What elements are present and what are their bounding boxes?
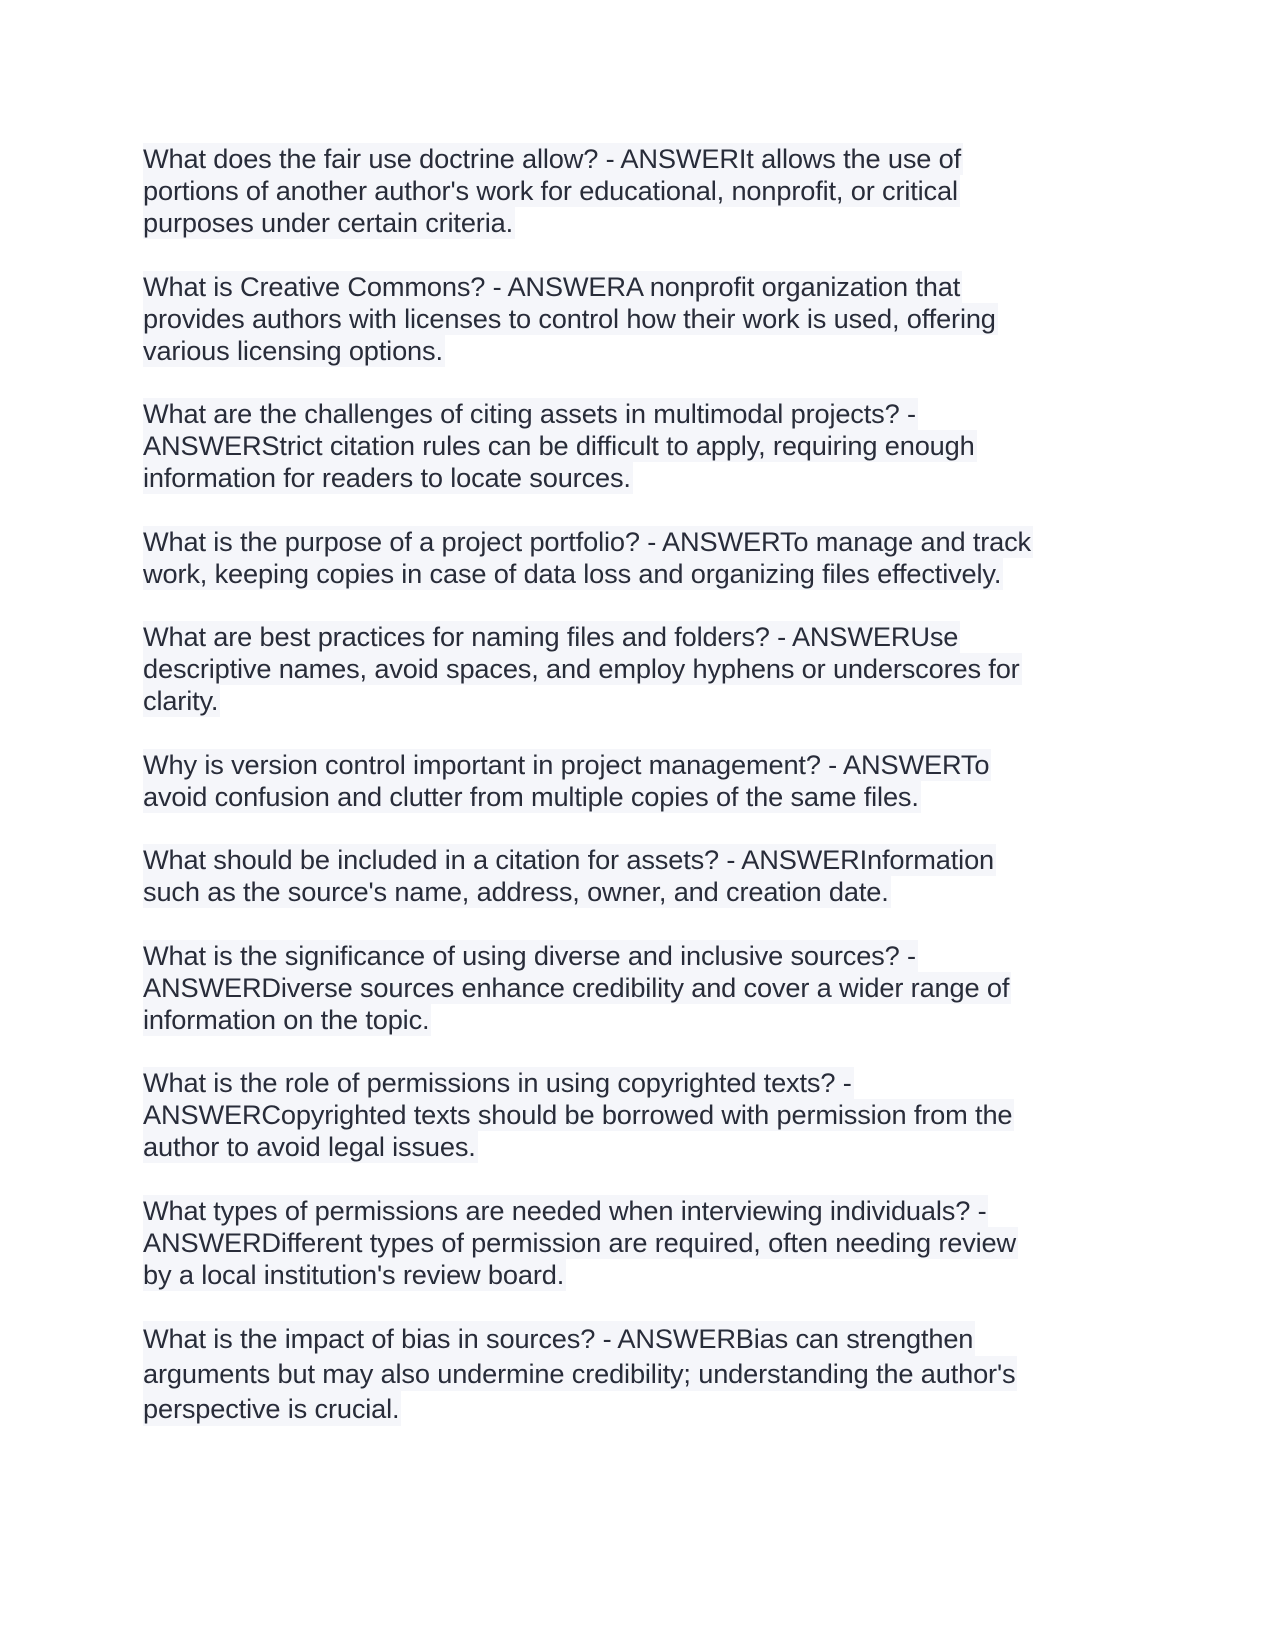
- text-line: What does the fair use doctrine allow? - ANSWERIt allows the use of: [143, 143, 962, 174]
- qa-item-citing-challenges: [143, 398, 977, 494]
- qa-item-version-control: [143, 749, 991, 813]
- qa-item-interview-permissions: [143, 1195, 1018, 1291]
- qa-item-project-portfolio: [143, 526, 1033, 590]
- text-line: What is Creative Commons? - ANSWERA nonprofit organization that: [143, 271, 961, 302]
- text-line: author to avoid legal issues.: [143, 1131, 476, 1162]
- text-line: clarity.: [143, 685, 219, 716]
- text-line: by a local institution's review board.: [143, 1259, 565, 1290]
- qa-item-permissions-copyright: [143, 1067, 1014, 1163]
- text-line: What is the impact of bias in sources? - ANSWERBias can strengthen: [143, 1323, 974, 1354]
- text-line: descriptive names, avoid spaces, and employ hyphens or underscores for: [143, 653, 1020, 684]
- text-line: arguments but may also undermine credibility; understanding the author's: [143, 1358, 1016, 1389]
- text-line: ANSWERStrict citation rules can be difficult to apply, requiring enough: [143, 430, 975, 461]
- qa-item-diverse-sources: [143, 940, 1011, 1036]
- text-line: information for readers to locate sources.: [143, 462, 631, 493]
- text-line: provides authors with licenses to control how their work is used, offering: [143, 303, 996, 334]
- text-line: ANSWERCopyrighted texts should be borrowed with permission from the: [143, 1099, 1013, 1130]
- text-line: What are the challenges of citing assets in multimodal projects? -: [143, 398, 916, 429]
- text-line: What are best practices for naming files and folders? - ANSWERUse: [143, 621, 959, 652]
- text-line: ANSWERDifferent types of permission are required, often needing review: [143, 1227, 1017, 1258]
- text-line: information on the topic.: [143, 1004, 430, 1035]
- qa-item-naming-files: [143, 621, 1022, 717]
- text-line: What is the role of permissions in using copyrighted texts? -: [143, 1067, 852, 1098]
- qa-item-source-bias: [143, 1321, 1017, 1426]
- text-line: various licensing options.: [143, 335, 443, 366]
- text-line: such as the source's name, address, owner, and creation date.: [143, 876, 889, 907]
- text-line: work, keeping copies in case of data loss and organizing files effectively.: [143, 558, 1002, 589]
- text-line: What is the significance of using diverse and inclusive sources? -: [143, 940, 916, 971]
- qa-item-creative-commons: [143, 271, 998, 367]
- text-line: avoid confusion and clutter from multiple copies of the same files.: [143, 781, 919, 812]
- text-line: perspective is crucial.: [143, 1393, 400, 1424]
- qa-item-fair-use: [143, 143, 963, 239]
- text-line: What types of permissions are needed when interviewing individuals? -: [143, 1195, 987, 1226]
- text-line: Why is version control important in project management? - ANSWERTo: [143, 749, 990, 780]
- qa-item-citation-contents: [143, 844, 996, 908]
- text-line: What is the purpose of a project portfolio? - ANSWERTo manage and track: [143, 526, 1031, 557]
- text-line: portions of another author's work for educational, nonprofit, or critical: [143, 175, 958, 206]
- text-line: What should be included in a citation for assets? - ANSWERInformation: [143, 844, 995, 875]
- text-line: ANSWERDiverse sources enhance credibility and cover a wider range of: [143, 972, 1010, 1003]
- text-line: purposes under certain criteria.: [143, 207, 513, 238]
